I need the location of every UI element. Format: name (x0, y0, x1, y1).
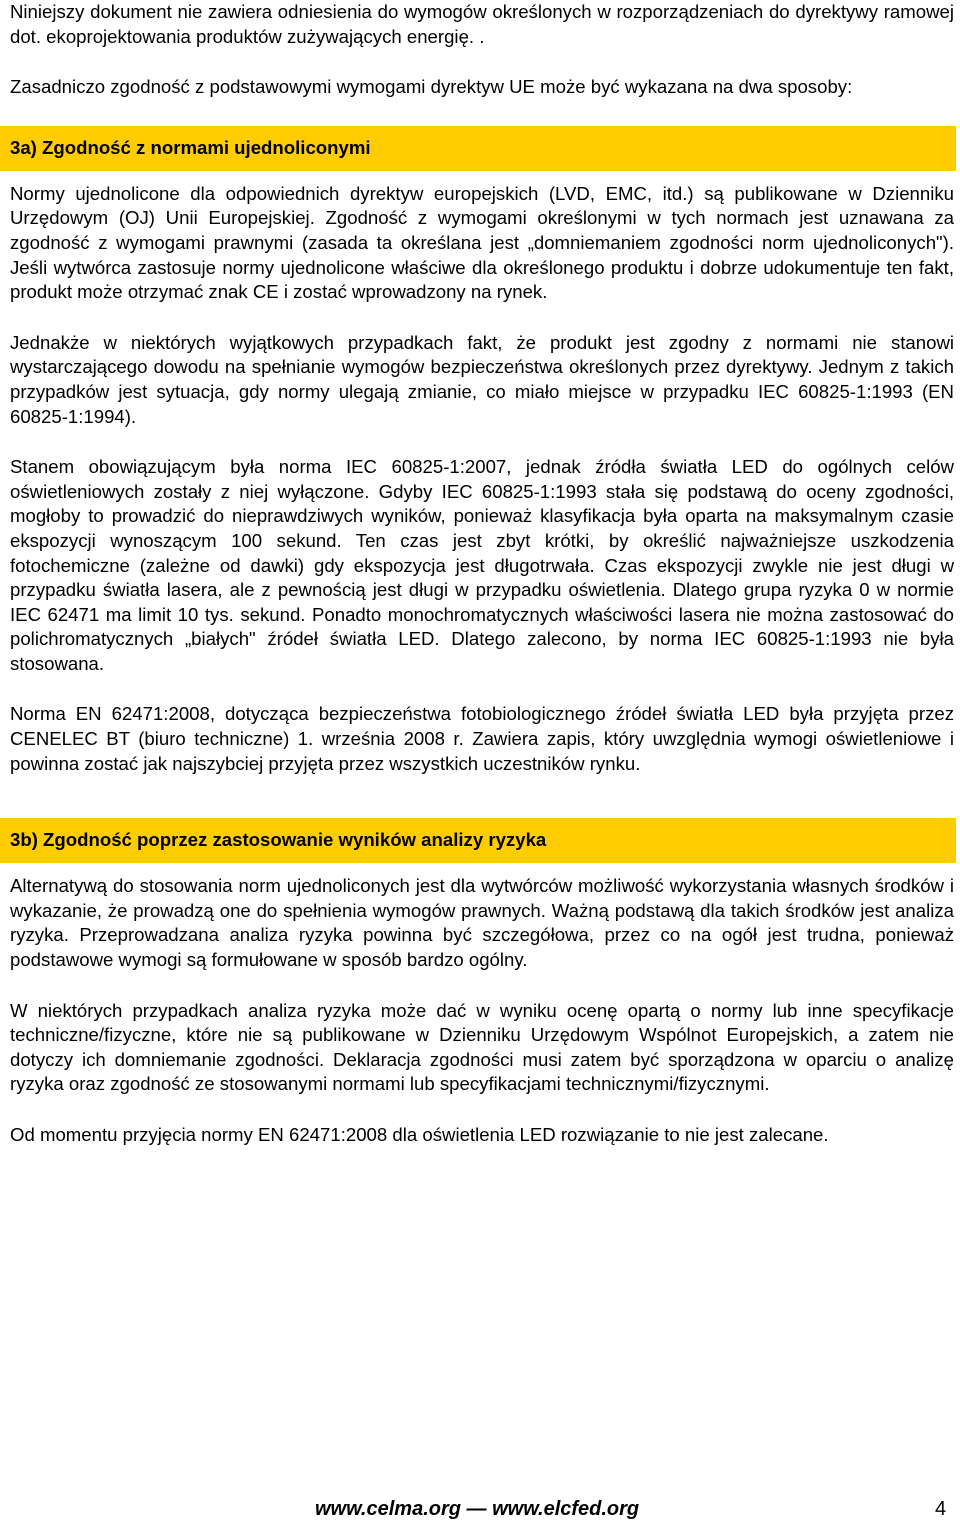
section-3b-heading (0, 818, 956, 863)
section-3a-heading-text: 3a) Zgodność z normami ujednoliconymi (10, 136, 371, 158)
section-3b-paragraph-1: Alternatywą do stosowania norm ujednoliconych jest dla wytwórców możliwość wykorzystania własnych środków i wykazanie, że prowadzą one do spełnienia wymogów prawnych. Ważną podstawą dla takich środków jest analiza ryzyka. Przeprowadzana analiza ryzyka powinna być szczegółowa, przez co na ogół jest trudna, ponieważ podstawowe wymogi są formułowane w sposób bardzo ogólny. (10, 875, 954, 971)
section-3a-heading (0, 126, 956, 171)
intro-paragraph: Niniejszy dokument nie zawiera odniesienia do wymogów określonych w rozporządzeniach do dyrektywy ramowej dot. ekoprojektowania produktów zużywających energię. . (10, 1, 954, 47)
section-3b-paragraph-3: Od momentu przyjęcia normy EN 62471:2008 dla oświetlenia LED rozwiązanie to nie jest zalecane. (10, 1124, 829, 1145)
footer-links: www.celma.org — www.elcfed.org (315, 1498, 640, 1520)
section-3a-paragraph-1: Normy ujednolicone dla odpowiednich dyrektyw europejskich (LVD, EMC, itd.) są publikowane w Dzienniku Urzędowym (OJ) Unii Europejskiej. Zgodność z wymogami określonymi w tych normach jest uznawana za zgodność z wymogami prawnymi (zasada ta określana jest „domniemaniem zgodności norm ujednoliconych"). Jeśli wytwórca zastosuje normy ujednolicone właściwe dla określonego produktu i dobrze udokumentuje ten fakt, produkt może otrzymać znak CE i zostać wprowadzony na rynek. (10, 182, 954, 303)
zasadniczo-paragraph: Zasadniczo zgodność z podstawowymi wymogami dyrektyw UE może być wykazana na dwa sposoby: (10, 76, 853, 98)
page-number: 4 (935, 1498, 947, 1520)
section-3a-paragraph-2: Jednakże w niektórych wyjątkowych przypadkach fakt, że produkt jest zgodny z normami nie stanowi wystarczającego dowodu na spełnianie wymogów bezpieczeństwa określonych przez dyrektywy. Jednym z takich przypadków jest sytuacja, gdy normy ulegają zmianie, co miało miejsce w przypadku IEC 60825-1:1993 (EN 60825-1:1994). (10, 331, 954, 427)
section-3b-heading-text: 3b) Zgodność poprzez zastosowanie wyników analizy ryzyka (10, 829, 547, 851)
section-3a-paragraph-3: Stanem obowiązującym była norma IEC 60825-1:2007, jednak źródła światła LED do ogólnych celów oświetleniowych zostały z niej wyłączone. Gdyby IEC 60825-1:1993 stała się podstawą do oceny zgodności, mogłoby to prowadzić do nieprawdziwych wyników, ponieważ klasyfikacja była oparta na maksymalnym czasie ekspozycji wynoszącym 100 sekund. Ten czas jest zbyt krótki, by określić najważniejsze uszkodzenia fotochemiczne (zależne od dawki) gdy ekspozycja jest długotrwała. Czas ekspozycji zwykle nie jest długi w przypadku światła lasera, ale z pewnością jest długi w przypadku oświetlenia. Dlatego grupa ryzyka 0 w normie IEC 62471 ma limit 10 tys. sekund. Ponadto monochromatycznych właściwości lasera nie można zastosować do polichromatycznych „białych" źródeł światła LED. Dlatego zalecono, by norma IEC 60825-1:1993 nie była stosowana. (10, 456, 954, 674)
section-3b-paragraph-2: W niektórych przypadkach analiza ryzyka może dać w wyniku ocenę opartą o normy lub inne specyfikacje techniczne/fizyczne, które nie są publikowane w Dzienniku Urzędowym Wspólnot Europejskich, a zatem nie dotyczy ich domniemanie zgodności. Deklaracja zgodności musi zatem być sporządzona w oparciu o analizę ryzyka oraz zgodność ze stosowanymi normami lub specyfikacjami technicznymi/fizycznymi. (10, 999, 954, 1095)
section-3a-paragraph-4: Norma EN 62471:2008, dotycząca bezpieczeństwa fotobiologicznego źródeł światła LED była przyjęta przez CENELEC BT (biuro techniczne) 1. września 2008 r. Zawiera zapis, który uwzględnia wymogi oświetleniowe i powinna zostać jak najszybciej przyjęta przez wszystkich uczestników rynku. (10, 703, 954, 774)
document-page (10, 0, 954, 1148)
